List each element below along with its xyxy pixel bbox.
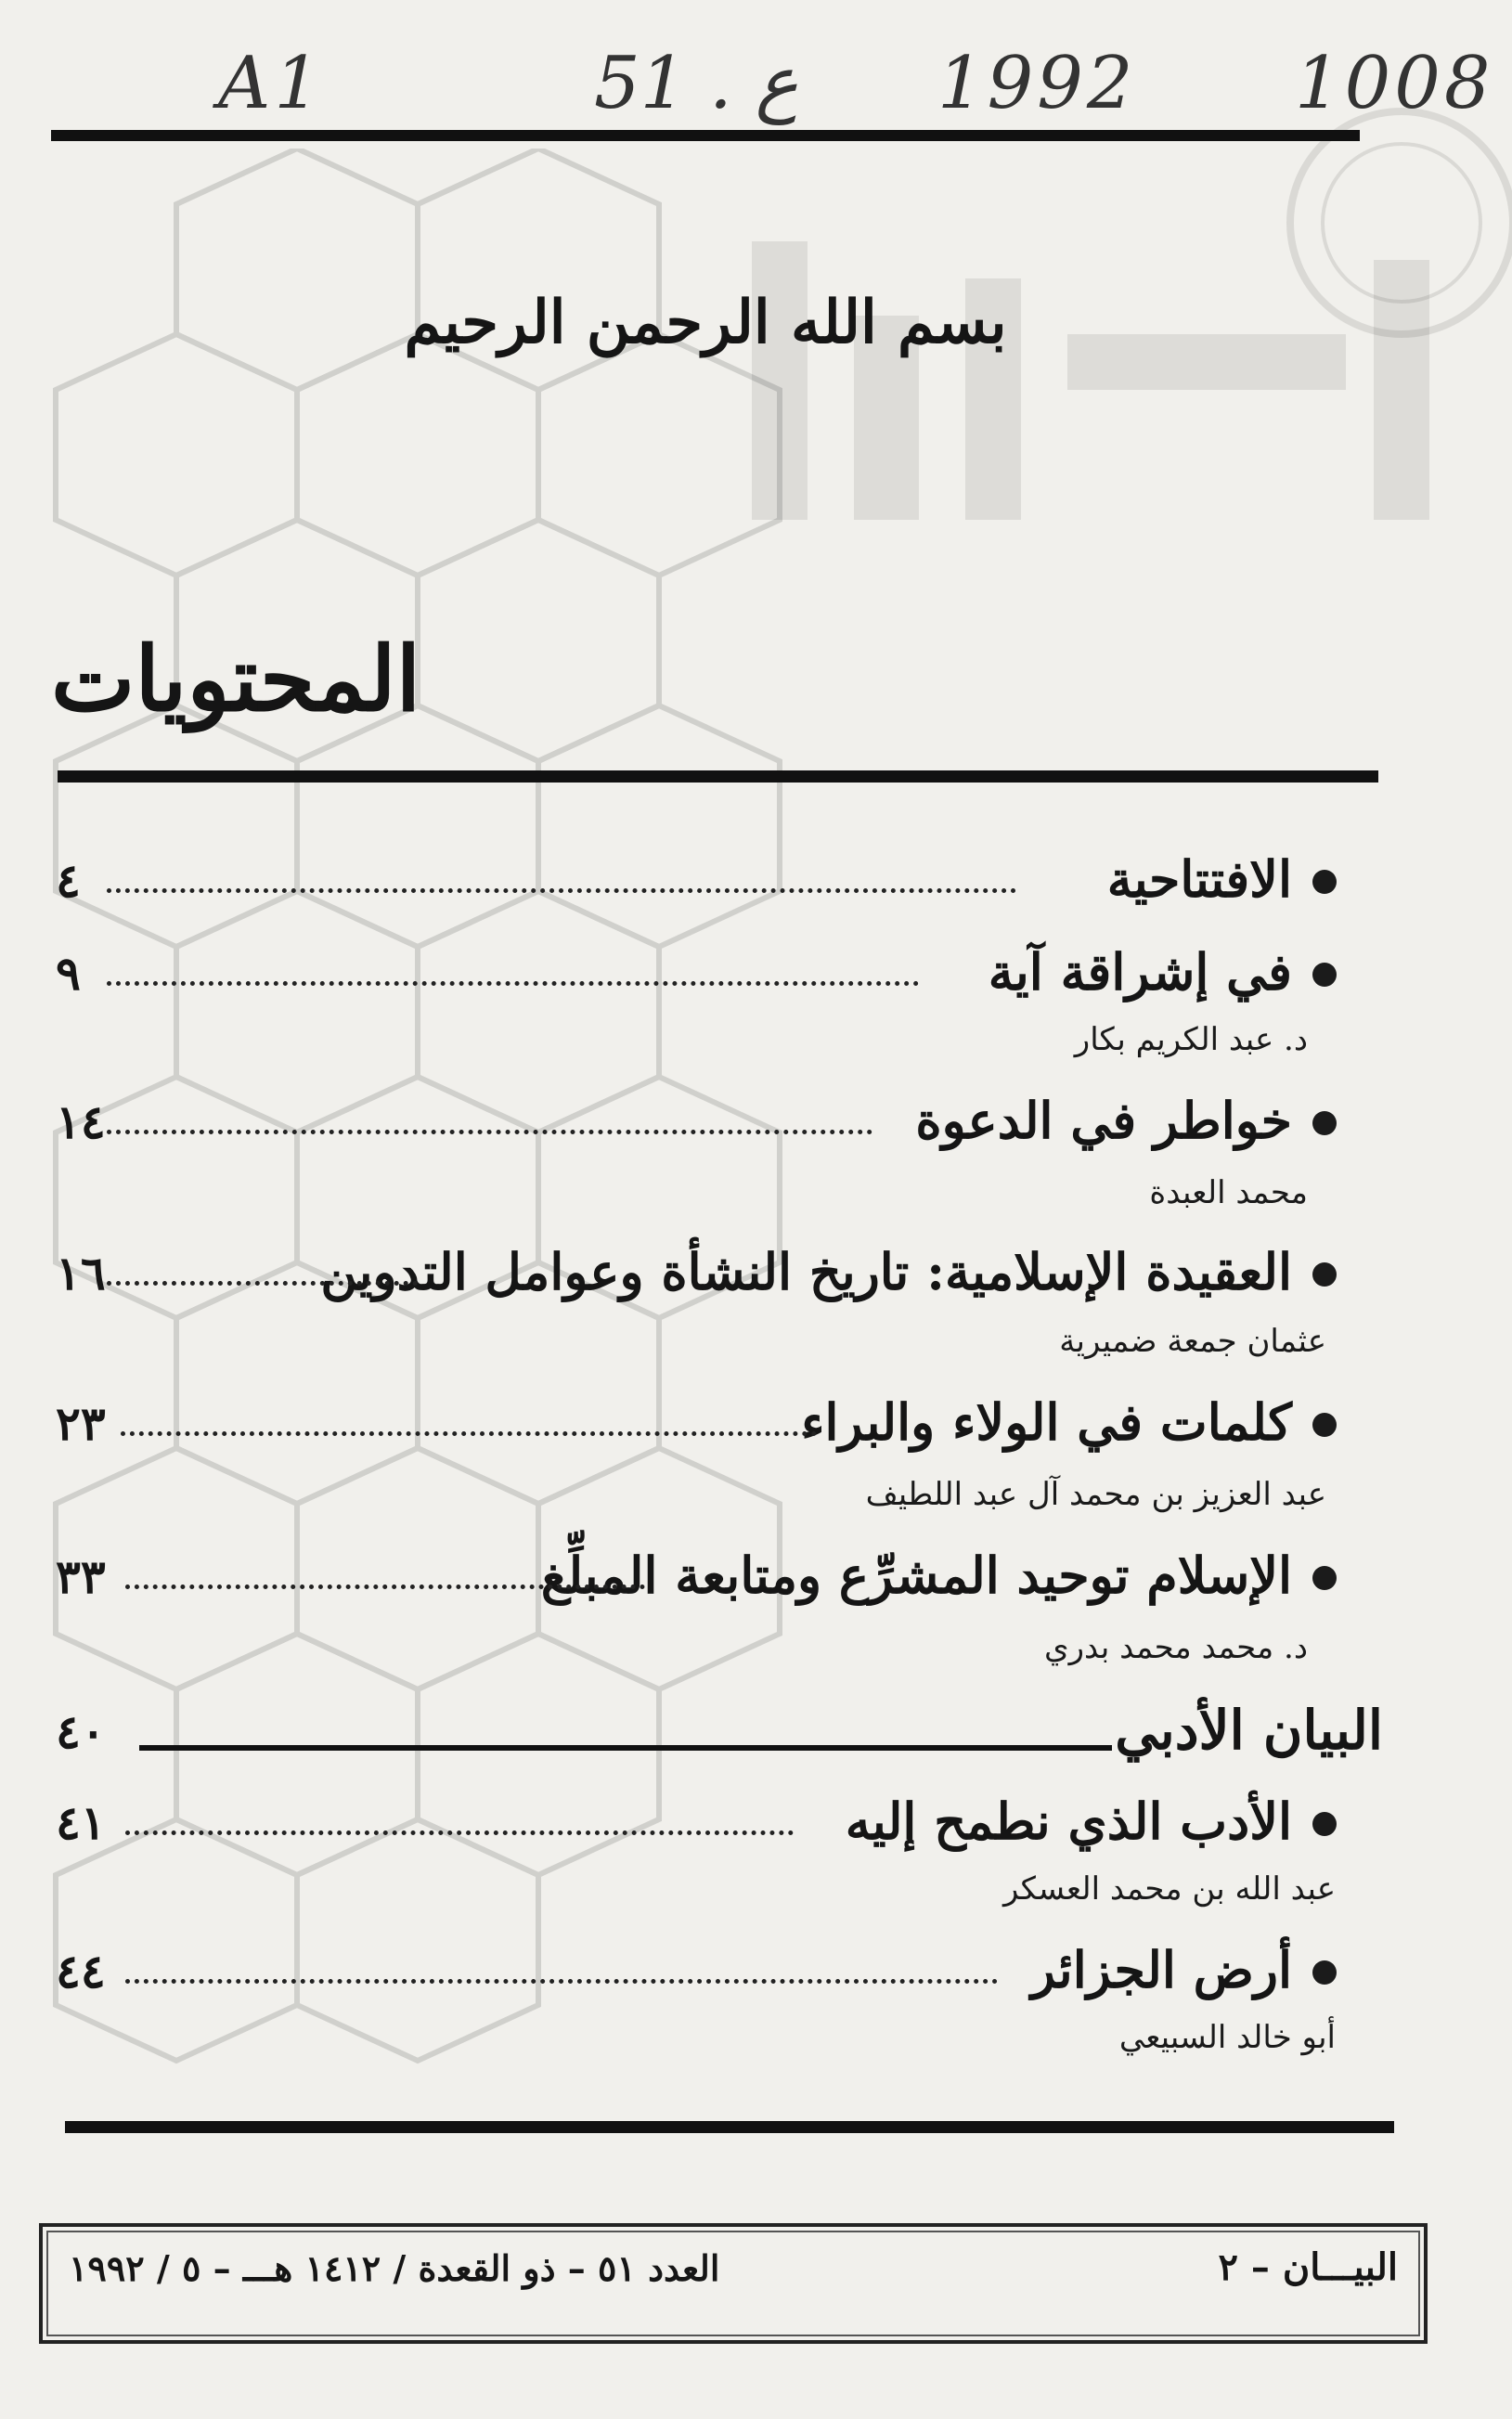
dot-leader: [107, 888, 1016, 893]
entry-author: د. محمد محمد بدري: [1043, 1629, 1308, 1666]
entry-author: عثمان جمعة ضميرية: [1059, 1323, 1326, 1360]
toc-entry[interactable]: [56, 849, 1337, 914]
footer-box: [39, 2223, 1428, 2344]
dot-leader: [125, 1585, 645, 1589]
section-page-number: ٤٠: [56, 1704, 106, 1759]
bullet-icon: [1312, 1960, 1337, 1985]
contents-title: المحتويات: [51, 627, 421, 731]
dot-leader: [107, 981, 919, 986]
dot-leader: [125, 1830, 794, 1835]
toc-entry[interactable]: [56, 1091, 1337, 1156]
section-literary-heading[interactable]: [56, 1699, 1383, 1773]
handwritten-index: 1008: [1295, 42, 1494, 125]
entry-title: خواطر في الدعوة: [915, 1091, 1292, 1150]
top-rule: [51, 130, 1360, 141]
entry-page-number: ١٦: [56, 1246, 106, 1300]
dot-leader: [121, 1431, 817, 1436]
bullet-icon: [1312, 1566, 1337, 1590]
bullet-icon: [1312, 963, 1337, 987]
entry-page-number: ١٤: [56, 1094, 106, 1149]
entry-author: محمد العبدة: [1149, 1174, 1308, 1211]
contents-rule: [58, 770, 1378, 783]
entry-page-number: ٣٣: [56, 1549, 106, 1604]
toc-entry[interactable]: [56, 1792, 1337, 1856]
toc-entry[interactable]: [56, 1546, 1337, 1611]
entry-page-number: ٤: [56, 853, 81, 908]
bullet-icon: [1312, 870, 1337, 894]
bullet-icon: [1312, 1413, 1337, 1437]
handwritten-code: A1: [218, 42, 324, 125]
toc-entry[interactable]: [56, 1392, 1337, 1457]
entry-title: أرض الجزائر: [1030, 1940, 1292, 1999]
bullet-icon: [1312, 1812, 1337, 1836]
entry-title: الأدب الذي نطمح إليه: [845, 1792, 1292, 1851]
entry-page-number: ٤٤: [56, 1944, 106, 1999]
entry-author: د. عبد الكريم بكار: [1074, 1021, 1308, 1058]
section-line: [139, 1745, 1112, 1751]
entry-author: أبو خالد السبيعي: [1118, 2019, 1336, 2056]
bullet-icon: [1312, 1262, 1337, 1287]
toc-entry[interactable]: [56, 942, 1337, 1007]
footer-magazine-page: البيـــان – ٢: [1218, 2245, 1398, 2289]
entry-page-number: ٩: [56, 946, 81, 1001]
toc-entry[interactable]: [56, 1940, 1337, 2005]
entry-author: عبد العزيز بن محمد آل عبد اللطيف: [865, 1476, 1326, 1513]
handwritten-number: 51 . ع: [594, 42, 799, 125]
entry-title: الافتتاحية: [1106, 849, 1292, 909]
entry-title: كلمات في الولاء والبراء: [801, 1392, 1292, 1452]
entry-author: عبد الله بن محمد العسكر: [1003, 1870, 1336, 1908]
footer-issue-info: العدد ٥١ – ذو القعدة / ١٤١٢ هـــ – ٥ / ١٩٩٢: [69, 2247, 720, 2289]
basmala-heading: بسم الله الرحمن الرحيم: [404, 288, 1007, 357]
entry-title: العقيدة الإسلامية: تاريخ النشأة وعوامل التدوين: [320, 1242, 1292, 1301]
entry-title: في إشراقة آية: [988, 942, 1292, 1002]
bottom-rule: [65, 2121, 1394, 2133]
entry-page-number: ٢٣: [56, 1396, 106, 1451]
toc-entry[interactable]: [56, 1242, 1337, 1307]
dot-leader: [107, 1281, 418, 1286]
dot-leader: [125, 1979, 998, 1984]
handwritten-year: 1992: [937, 42, 1137, 125]
section-title: البيان الأدبي: [1115, 1699, 1383, 1762]
bullet-icon: [1312, 1111, 1337, 1135]
entry-title: الإسلام توحيد المشرِّع ومتابعة المبلِّغ: [540, 1546, 1292, 1605]
dot-leader: [107, 1130, 872, 1134]
entry-page-number: ٤١: [56, 1795, 106, 1850]
